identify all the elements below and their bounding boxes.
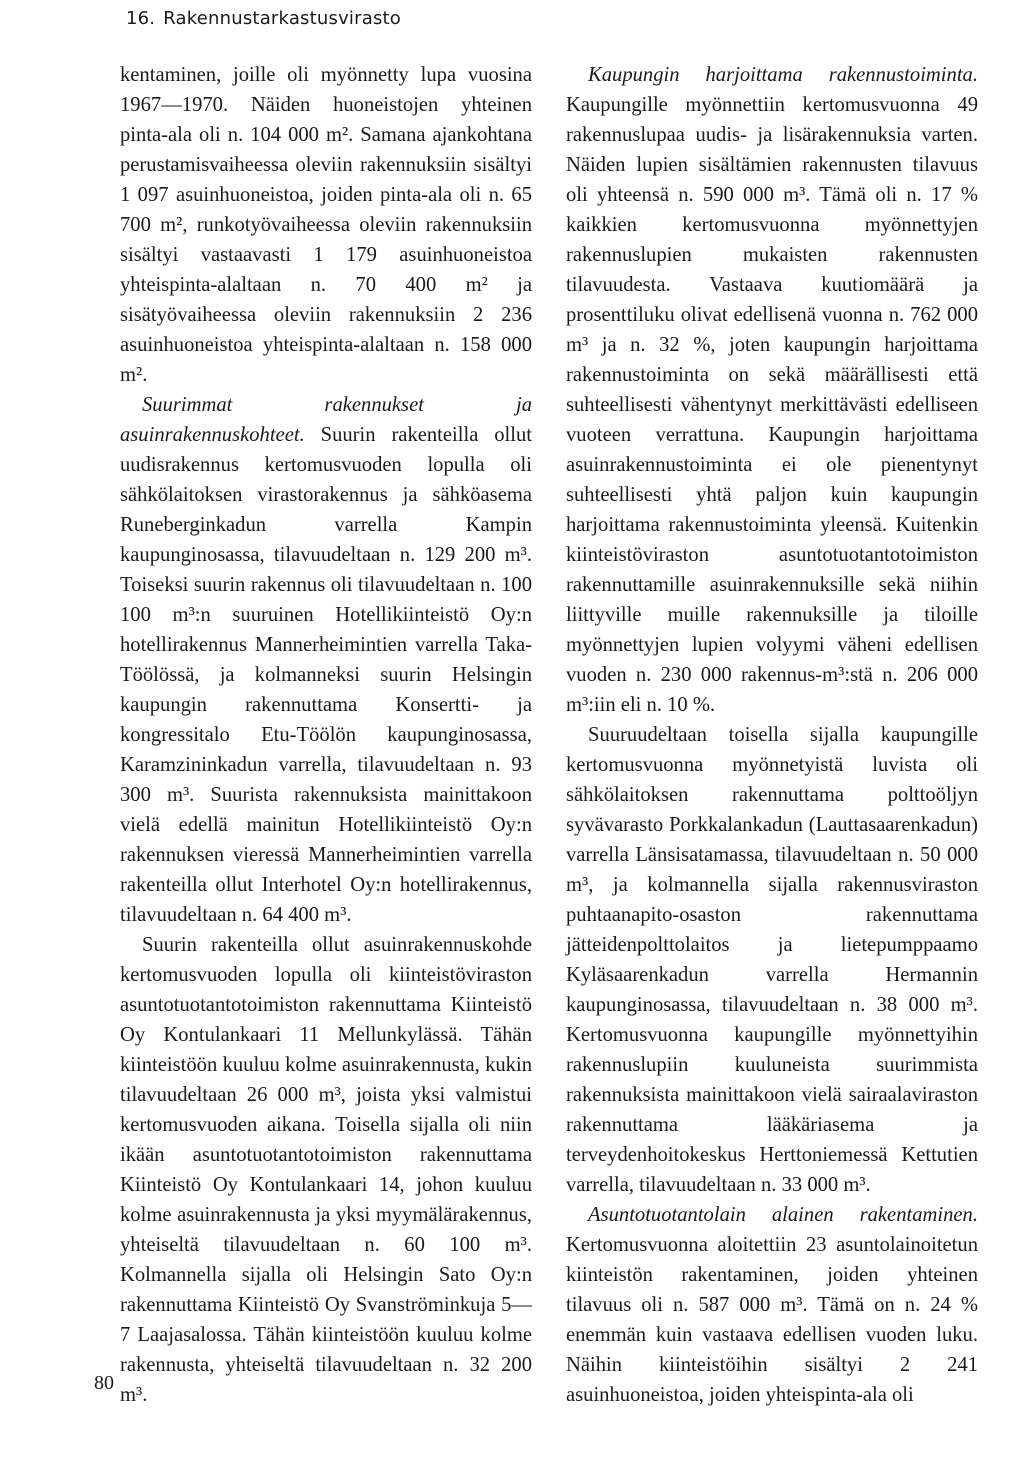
paragraph-heading: Suurimmat rakennukset ja asuinrakennuskohteet.	[120, 394, 532, 446]
paragraph-residential: Suurin rakenteilla ollut asuinrakennuskohde kertomusvuoden lopulla oli kiinteistöviraston asuntotuotantotoimiston rakennuttama Kiinteistö Oy Kontulankaari 11 Mellunkylässä. Tähän kiinteistöön kuuluu kolme asuinrakennusta, kukin tilavuudeltaan 26 000 m³, joista yksi valmistui kertomusvuoden aikana. Toisella sijalla oli niin ikään asuntotuotantotoimiston rakennuttama Kiinteistö Oy Kontulankaari 14, johon kuuluu kolme asuinrakennusta ja yksi myymälärakennus, yhteiseltä tilavuudeltaan n. 60 100 m³. Kolmannella sijalla oli Helsingin Sato Oy:n rakennuttama Kiinteistö Oy Svanströminkuja 5—7 Laajasalossa. Tähän kiinteistöön kuuluu kolme rakennusta, yhteiseltä tilavuudeltaan n. 32 200 m³.	[120, 934, 532, 1406]
left-column	[120, 60, 532, 1410]
right-column	[566, 60, 978, 1410]
paragraph-body: Kertomusvuonna aloitettiin 23 asuntolainoitetun kiinteistön rakentaminen, joiden yhteinen tilavuus oli n. 587 000 m³. Tämä on n. 24 % enemmän kuin vastaava edellisen vuoden luku. Näihin kiinteistöihin sisältyi 2 241 asuinhuoneistoa, joiden yhteispinta-ala oli	[566, 1234, 978, 1406]
paragraph-heading: Asuntotuotantolain alainen rakentaminen.	[588, 1204, 978, 1226]
paragraph-second-largest: Suuruudeltaan toisella sijalla kaupungille kertomusvuonna myönnetyistä luvista oli sähkölaitoksen rakennuttama polttoöljyn syvävarasto Porkkalankadun (Lauttasaarenkadun) varrella Länsisatamassa, tilavuudeltaan n. 50 000 m³, ja kolmannella sijalla rakennusviraston puhtaanapito-osaston rakennuttama jätteidenpolttolaitos ja lietepumppaamo Kyläsaarenkadun varrella Hermannin kaupunginosassa, tilavuudeltaan n. 38 000 m³. Kertomusvuonna kaupungille myönnettyihin rakennuslupiin kuuluneista suurimmista rakennuksista mainittakoon vielä sairaalaviraston rakennuttama lääkäriasema ja terveydenhoitokeskus Herttoniemessä Kettutien varrella, tilavuudeltaan n. 33 000 m³.	[566, 724, 978, 1196]
page-number: 80	[94, 1372, 114, 1394]
paragraph-continued: kentaminen, joille oli myönnetty lupa vuosina 1967—1970. Näiden huoneistojen yhteinen pinta-ala oli n. 104 000 m². Samana ajankohtana perustamisvaiheessa oleviin rakennuksiin sisältyi 1 097 asuinhuoneistoa, joiden pinta-ala oli n. 65 700 m², runkotyövaiheessa oleviin rakennuksiin sisältyi vastaavasti 1 179 asuinhuoneistoa yhteispinta-alaltaan n. 70 400 m² ja sisätyövaiheessa oleviin rakennuksiin 2 236 asuinhuoneistoa yhteispinta-alaltaan n. 158 000 m².	[120, 64, 532, 386]
section-title: Rakennustarkastusvirasto	[163, 8, 402, 29]
paragraph-largest-buildings	[120, 390, 532, 930]
running-header	[126, 8, 401, 29]
paragraph-heading: Kaupungin harjoittama rakennustoiminta.	[588, 64, 978, 86]
paragraph-city-construction	[566, 60, 978, 720]
paragraph-body: Suurin rakenteilla ollut uudisrakennus kertomusvuoden lopulla oli sähkölaitoksen virastorakennus ja sähköasema Runeberginkadun varrella Kampin kaupunginosassa, tilavuudeltaan n. 129 200 m³. Toiseksi suurin rakennus oli tilavuudeltaan n. 100 100 m³:n suuruinen Hotellikiinteistö Oy:n hotellirakennus Mannerheimintien varrella Taka-Töölössä, ja kolmanneksi suurin Helsingin kaupungin rakennuttama Konsertti- ja kongressitalo Etu-Töölön kaupunginosassa, Karamzininkadun varrella, tilavuudeltaan n. 93 300 m³. Suurista rakennuksista mainittakoon vielä edellä mainitun Hotellikiinteistö Oy:n rakennuksen vieressä Mannerheimintien varrella rakenteilla ollut Interhotel Oy:n hotellirakennus, tilavuudeltaan n. 64 400 m³.	[120, 424, 532, 926]
paragraph-body: Kaupungille myönnettiin kertomusvuonna 49 rakennuslupaa uudis- ja lisärakennuksia varten. Näiden lupien sisältämien rakennusten tilavuus oli yhteensä n. 590 000 m³. Tämä oli n. 17 % kaikkien kertomusvuonna myönnettyjen rakennuslupien mukaisten rakennusten tilavuudesta. Vastaava kuutiomäärä ja prosenttiluku olivat edellisenä vuonna n. 762 000 m³ ja n. 32 %, joten kaupungin harjoittama rakennustoiminta on sekä määrällisesti että suhteellisesti vähentynyt merkittävästi edelliseen vuoteen verrattuna. Kaupungin harjoittama asuinrakennustoiminta ei ole pienentynyt suhteellisesti yhtä paljon kuin kaupungin harjoittama rakennustoiminta yleensä. Kuitenkin kiinteistöviraston asuntotuotantotoimiston rakennuttamille asuinrakennuksille sekä niihin liittyville muille rakennuksille ja tiloille myönnettyjen lupien volyymi väheni edellisen vuoden n. 230 000 rakennus-m³:stä n. 206 000 m³:iin eli n. 10 %.	[566, 94, 978, 716]
chapter-number: 16.	[126, 8, 156, 29]
paragraph-housing-law	[566, 1200, 978, 1410]
